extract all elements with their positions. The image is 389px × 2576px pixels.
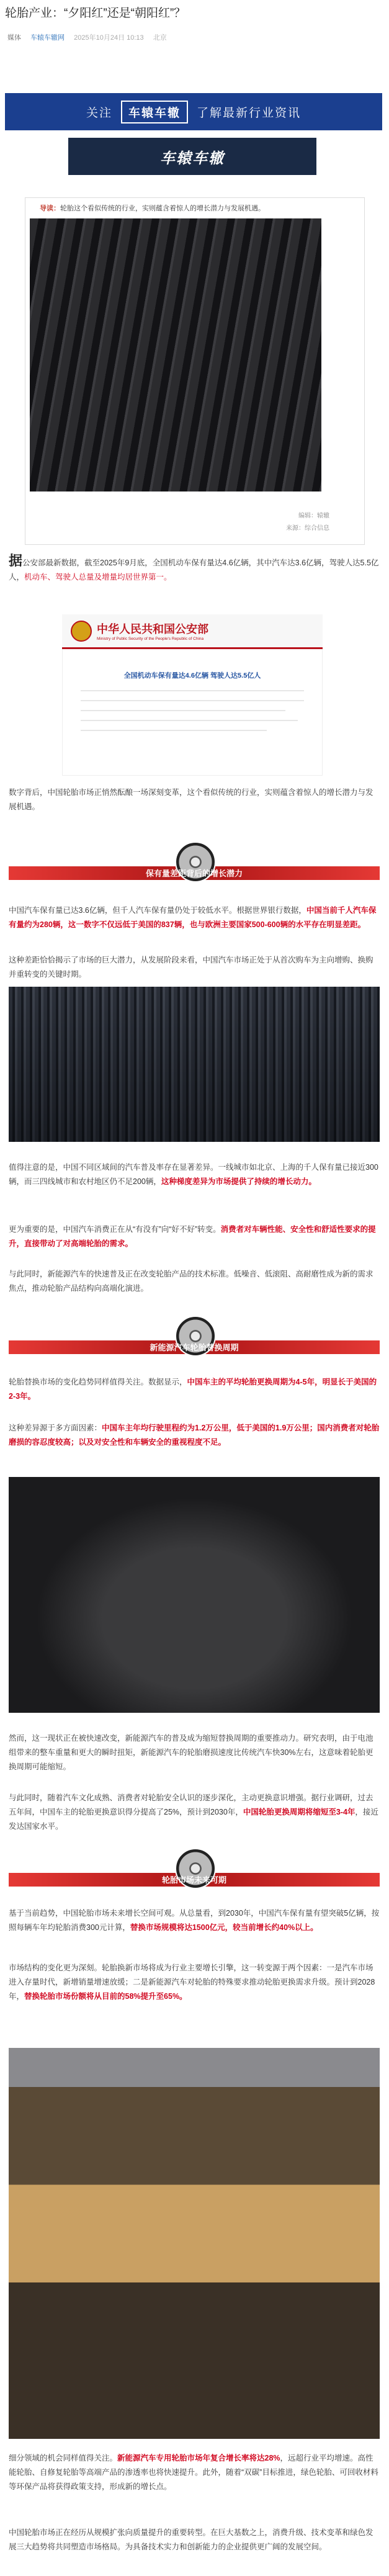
section-header-3 xyxy=(9,1848,380,1899)
section-header-1 xyxy=(9,841,380,892)
paragraph-15: 中国轮胎市场正在经历从规模扩张向质量提升的重要转型。在巨大基数之上，消费升级、技术变革和绿色发展三大趋势将共同塑造市场格局。为具备技术实力和创新能力的企业提供更广阔的发展空间。 xyxy=(9,2528,373,2551)
banner-right: 了解最新行业资讯 xyxy=(197,106,302,120)
meta-date: 2025年10月24日 10:13 xyxy=(74,34,144,42)
p11-text: 与此同时，随着汽车文化成熟、消费者对轮胎安全认识的逐步深化，主动更换意识增强。据行业调研，过去五年间，中国车主的轮胎更换意识得分提高了25%，预计到2030年， xyxy=(9,1793,373,1816)
banner-box: 车辕车辙 xyxy=(121,101,188,123)
gov-subtitle: Ministry of Public Security of the People's Republic of China xyxy=(97,637,204,641)
paragraph-10: 然而，这一现状正在被快速改变，新能源汽车的普及成为缩短替换周期的重要推动力。研究表明，由于电池组带来的整车重量和更大的瞬时扭矩，新能源汽车的轮胎磨损速度比传统汽车快30%左右，这意味着轮胎更换周期可能缩短。 xyxy=(9,1734,373,1771)
p11-highlight: 中国轮胎更换周期将缩短至3-4年 xyxy=(243,1808,355,1816)
section-3-title: 轮胎市场未来可期 xyxy=(161,1875,226,1885)
p9-highlight: 中国车主年均行驶里程约为1.2万公里，低于美国的1.9万公里；国内消费者对轮胎磨损的容忍度较高；以及对安全性和车辆安全的重视程度不足。 xyxy=(9,1424,380,1447)
gov-title: 中华人民共和国公安部 xyxy=(97,623,208,635)
lead-box xyxy=(36,201,352,216)
p12-highlight: 替换市场规模将达1500亿元，较当前增长约40%以上。 xyxy=(130,1923,318,1932)
paragraph-14 xyxy=(9,2451,380,2494)
article-title: 轮胎产业：“夕阳红”还是“朝阳红”？ xyxy=(5,7,186,20)
paragraph-8 xyxy=(9,1375,380,1404)
article-meta xyxy=(7,32,174,42)
paragraph-5 xyxy=(9,1160,380,1189)
lead-text: 轮胎这个看似传统的行业，实则蕴含着惊人的增长潜力与发展机遇。 xyxy=(60,205,265,212)
gov-text-line xyxy=(81,720,298,721)
paragraph-11 xyxy=(9,1791,380,1834)
meta-channel-link[interactable]: 车辕车辙网 xyxy=(30,34,65,42)
drop-cap: 据 xyxy=(9,553,23,568)
p13-highlight: 替换轮胎市场份额将从目前的58%提升至65%。 xyxy=(24,1992,187,2001)
p9-text: 这种差异源于多方面因素： xyxy=(9,1424,102,1432)
tire-stack-photo xyxy=(30,218,321,491)
p13-text: 市场结构的变化更为深刻。轮胎换新市场将成为行业主要增长引擎，这一转变源于两个因素：一是汽车市场进入存量时代，新增销量增速放缓；二是新能源汽车对轮胎的特殊要求推动轮胎更换需求升级。预计到2028年， xyxy=(9,1963,375,2001)
gov-text-line xyxy=(81,730,267,731)
meta-source: 媒体 xyxy=(7,34,21,42)
follow-banner[interactable] xyxy=(5,93,382,130)
gov-text-line xyxy=(81,700,304,701)
p3-highlight: 中国当前千人汽车保有量约为280辆，这一数字不仅远低于美国的837辆，也与欧洲主要国家500-600辆的水平存在明显差距。 xyxy=(9,906,377,929)
meta-location: 北京 xyxy=(153,34,167,42)
gov-text-line xyxy=(81,710,285,711)
national-emblem-icon xyxy=(71,621,92,642)
p3-text: 中国汽车保有量已达3.6亿辆，但千人汽车保有量仍处于较低水平。根据世界银行数据， xyxy=(9,906,306,915)
paragraph-7: 与此同时，新能源汽车的快速普及正在改变轮胎产品的技术标准。低噪音、低滚阻、高耐磨性成为新的需求焦点，推动轮胎产品结构向高端化演进。 xyxy=(9,1270,373,1293)
lead-label: 导读： xyxy=(40,205,60,212)
p14-tail: ，远超行业平均增速。高性能轮胎、自修复轮胎等高端产品的渗透率也将快速提升。此外，随着“双碳”目标推进，绿色轮胎、可回收材料等环保产品将获得政策支持，形成新的增长点。 xyxy=(9,2454,378,2491)
paragraph-4: 这种差距恰恰揭示了市场的巨大潜力，从发展阶段来看，中国汽车市场正处于从首次购车为主向增购、换购并重转变的关键时期。 xyxy=(9,956,373,979)
brand-logo xyxy=(68,138,316,175)
parking-lot-photo xyxy=(9,987,380,1142)
section-1-title: 保有量差距背后的增长潜力 xyxy=(145,869,243,878)
p5-text: 值得注意的是，中国不同区域间的汽车普及率存在显著差异。一线城市如北京、上海的千人保有量已接近300辆，而三四线城市和农村地区仍不足200辆， xyxy=(9,1163,378,1186)
banner-left: 关注 xyxy=(86,106,112,120)
p5-highlight: 这种梯度差异为市场提供了持续的增长动力。 xyxy=(161,1177,316,1186)
p14-highlight: 新能源汽车专用轮胎市场年复合增长率将达28% xyxy=(117,2454,280,2462)
paragraph-12 xyxy=(9,1906,380,1935)
gov-headline: 全国机动车保有量达4.6亿辆 驾驶人达5.5亿人 xyxy=(123,672,261,680)
p11-tail: ，接近发达国家水平。 xyxy=(9,1808,378,1831)
p8-text: 轮胎替换市场的变化趋势同样值得关注。数据显示， xyxy=(9,1378,187,1386)
gov-text-line xyxy=(81,690,304,691)
tires-photo xyxy=(9,1477,380,1713)
section-2-title: 新能源汽车轮胎替换周期 xyxy=(150,1343,239,1352)
p1-highlight: 机动车、驾驶人总量及增量均居世界第一。 xyxy=(24,573,172,581)
p1-text: 公安部最新数据，截至2025年9月底，全国机动车保有量达4.6亿辆，其中汽车达3.6亿辆，驾驶人达5.5亿人， xyxy=(9,559,379,581)
paragraph-1 xyxy=(9,554,380,585)
paragraph-9 xyxy=(9,1421,380,1450)
logo-text: 车辕车辙 xyxy=(160,150,225,167)
section-header-2 xyxy=(9,1316,380,1367)
p14-text: 细分领域的机会同样值得关注。 xyxy=(9,2454,118,2462)
editor-caption: 编辑：辕辙 xyxy=(298,513,329,519)
paragraph-6 xyxy=(9,1223,380,1251)
gov-header xyxy=(62,614,323,649)
p8-highlight: 中国车主的平均轮胎更换周期为4-5年，明显长于美国的2-3年。 xyxy=(9,1378,377,1401)
source-caption: 来源：综合信息 xyxy=(286,525,329,532)
p6-text: 更为重要的是，中国汽车消费正在从“有没有”向“好不好”转变。 xyxy=(9,1225,221,1234)
p6-highlight: 消费者对车辆性能、安全性和舒适性要求的提升，直接带动了对高端轮胎的需求。 xyxy=(9,1225,376,1248)
paragraph-3 xyxy=(9,904,380,932)
factory-photo xyxy=(9,2048,380,2439)
p12-text: 基于当前趋势，中国轮胎市场未来增长空间可观。从总量看，到2030年，中国汽车保有量有望突破5亿辆，按照每辆车年均轮胎消费300元计算， xyxy=(9,1909,380,1932)
paragraph-13 xyxy=(9,1961,380,2004)
paragraph-2: 数字背后，中国轮胎市场正悄然酝酿一场深刻变革，这个看似传统的行业，实则蕴含着惊人的增长潜力与发展机遇。 xyxy=(9,788,373,811)
